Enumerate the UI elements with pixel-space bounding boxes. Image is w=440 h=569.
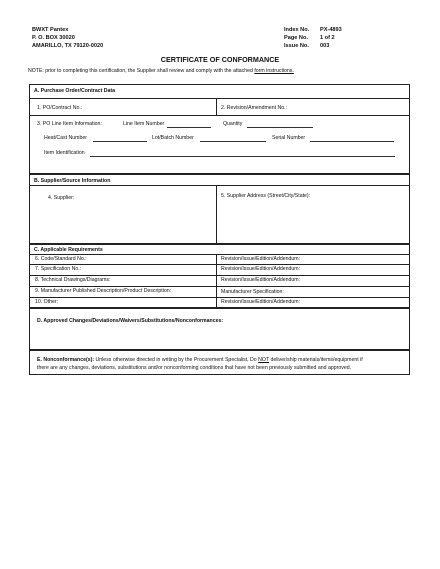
revision-label: Revision/Issue/Edition/Addendum: [221,299,301,305]
form-instructions-link[interactable]: form instructions. [254,68,294,74]
heat-cast-label: Heat/Cast Number [44,135,87,141]
po-contract-label: 1. PO/Contract No.: [37,105,83,111]
note-text: NOTE: prior to completing this certification, the Supplier shall review and comply with the attached [28,68,255,74]
specification-label: 7. Specification No.: [35,266,82,272]
instructions-note [28,68,294,74]
manufacturer-specification-label: Manufacturer Specification: [221,289,284,295]
not-emphasis: NOT [258,357,269,363]
revision-amendment-label: 2. Revision/Amendment No.: [221,105,288,111]
company-address [32,26,103,50]
index-label: Index No. [284,27,310,33]
divider [29,275,410,276]
nonconformance-text-end: deliver/ship materials/items/equipment if [269,357,363,363]
section-a-heading: A. Purchase Order/Contract Data [34,88,116,94]
revision-label: Revision/Issue/Edition/Addendum: [221,277,301,283]
divider [216,98,217,115]
issue-label: Issue No. [284,43,309,49]
issue-value: 003 [320,43,330,49]
divider [29,297,410,298]
lot-batch-label: Lot/Batch Number [152,135,194,141]
divider [29,254,410,255]
po-box: P. O. BOX 30020 [32,35,75,41]
index-value: PX-4893 [320,27,342,33]
divider [29,264,410,265]
nonconformance-line-2: there are any changes, deviations, substitutions and/or nonconforming conditions that have not been previously submitted and approved. [37,365,352,371]
section-c-heading: C. Applicable Requirements [34,247,103,253]
company-city: AMARILLO, TX 79120-0020 [32,43,104,49]
serial-number-label: Serial Number [272,135,306,141]
section-b-heading: B. Supplier/Source Information [34,178,111,184]
nonconformance-label: E. Nonconformance(s): [37,357,95,363]
divider [29,115,410,116]
nonconformance-text: Unless otherwise directed in writing by the Procurement Specialist, Do [94,357,259,363]
supplier-label: 4. Supplier: [48,195,75,201]
page-title: CERTIFICATE OF CONFORMANCE [160,55,280,64]
serial-number-field[interactable] [310,141,394,142]
supplier-address-label: 5. Supplier Address (Street/City/State): [221,193,311,199]
technical-drawings-label: 8. Technical Drawings/Diagrams: [35,277,111,283]
lot-batch-field[interactable] [200,141,266,142]
item-identification-field[interactable] [90,156,395,157]
item-identification-label: Item Identification [44,150,85,156]
page-value: 1 of 2 [320,35,335,41]
line-item-number-label: Line Item Number [123,121,165,127]
nonconformance-statement [37,357,363,363]
other-label: 10. Other: [35,299,59,305]
divider [29,185,410,186]
divider [216,185,217,244]
line-item-number-field[interactable] [167,127,211,128]
revision-label: Revision/Issue/Edition/Addendum: [221,266,301,272]
document-info [284,26,342,50]
product-description-label: 9. Manufacturer Published Description/Product Description: [35,288,172,294]
divider [29,286,410,287]
divider [29,98,410,99]
quantity-label: Quantity [223,121,243,127]
code-standard-label: 6. Code/Standard No.: [35,256,87,262]
section-d-box [29,308,410,350]
company-name: BWXT Pantex [32,27,69,33]
revision-label: Revision/Issue/Edition/Addendum: [221,256,301,262]
section-d-heading: D. Approved Changes/Deviations/Waivers/Substitutions/Nonconformances: [37,318,224,324]
page-label: Page No. [284,35,308,41]
divider [216,254,217,308]
heat-cast-field[interactable] [93,141,147,142]
po-line-item-label: 3. PO Line Item Information: [37,121,102,127]
quantity-field[interactable] [247,127,313,128]
